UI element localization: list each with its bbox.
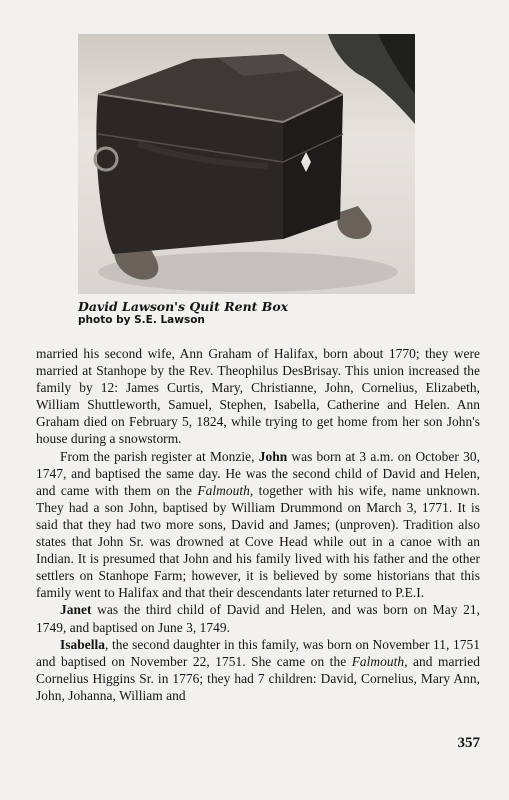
paragraph	[36, 601, 480, 635]
text-run: , the second daughter in this family, was born on November 11, 1751 and baptised on November 22, 1751. She came on the	[36, 636, 480, 669]
paragraph	[36, 345, 480, 448]
text-run: married his second wife, Ann Graham of Halifax, born about 1770; they were married at Stanhope by the Rev. Theophilus DesBrisay. This union increased the family by 12: James Curtis, Mary, Christianne, John, Cornelius, Elizabeth, William Shuttleworth, Samuel, Stephen, Isabella, Catherine and Helen. Ann Graham died on February 5, 1824, while trying to get home from her son John's house during a snowstorm.	[36, 346, 480, 447]
text-run: , and married Cornelius Higgins Sr. in 1776; they had 7 children: David, Cornelius, Mary Ann, John, Johanna, William and	[36, 653, 481, 703]
paragraph	[36, 448, 480, 602]
bold-name: Isabella	[60, 636, 106, 652]
ship-name: Falmouth	[197, 482, 250, 498]
text-run: From the parish register at Monzie,	[60, 448, 259, 464]
bold-name: John	[258, 448, 288, 464]
body-text	[36, 345, 480, 704]
text-run: was born at 3 a.m. on October 30, 1747, and baptised the same day. He was the second child of David and Helen, and came with them on the	[36, 448, 480, 498]
text-run: , together with his wife, name unknown. They had a son John, baptised by William Drummond on March 3, 1771. It is said that they had two more sons, David and James; (unproven). Tradition also states that John Sr. was drowned at Cove Head while out in a canoe with an Indian. It is presumed that John and his family lived with his father and the other settlers on Stanhope Farm; however, it is believed by some historians that this family went to Halifax and that their descendants later returned to P.E.I.	[36, 482, 480, 601]
text-run: was the third child of David and Helen, and was born on May 21, 1749, and baptised on June 3, 1749.	[36, 602, 480, 635]
caption-title: David Lawson's Quit Rent Box	[78, 299, 289, 314]
paragraph	[36, 636, 480, 704]
quit-rent-box-photo	[78, 34, 415, 294]
caption-credit: photo by S.E. Lawson	[78, 314, 205, 326]
ship-name: Falmouth	[351, 653, 405, 669]
page-number: 357	[457, 735, 480, 751]
bold-name: Janet	[60, 602, 92, 618]
photo-caption	[78, 299, 418, 327]
